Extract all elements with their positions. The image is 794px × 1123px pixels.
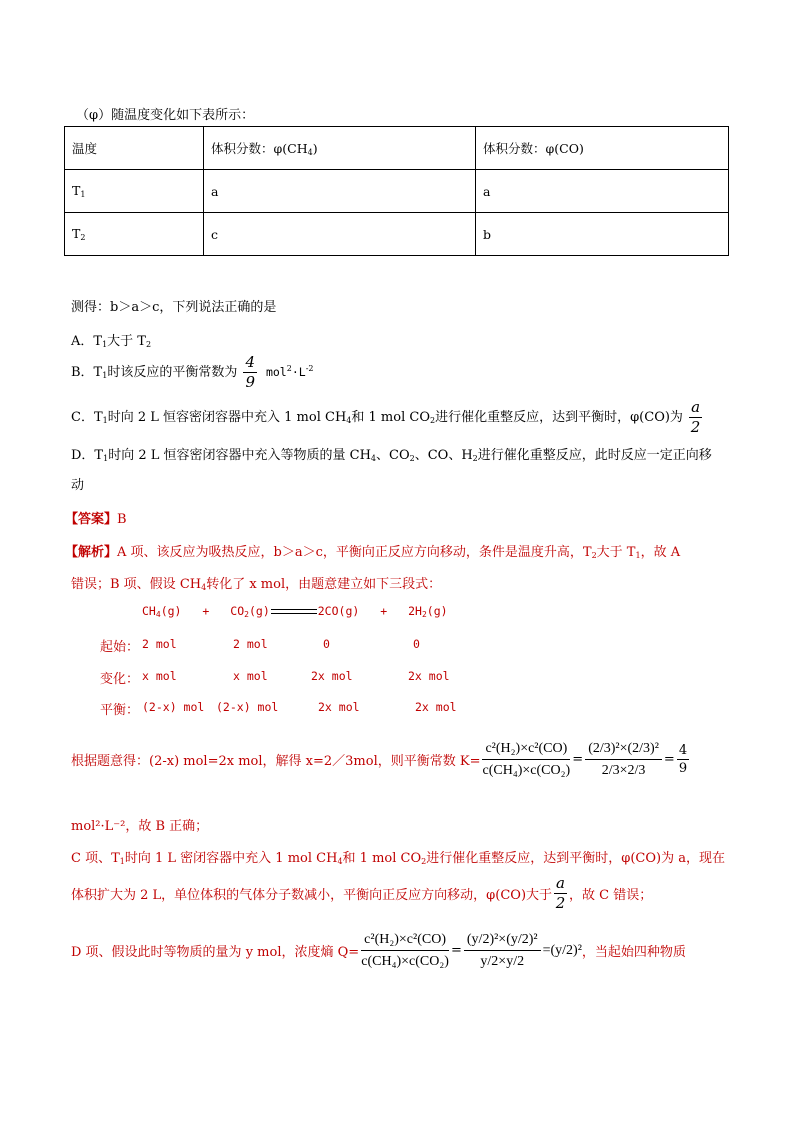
option-d-p4: 、CO、H	[414, 448, 473, 463]
stage-c3: 2x mol	[318, 700, 360, 714]
d-num: c²(H₂)×c²(CO)	[361, 932, 449, 951]
option-c-p4: 进行催化重整反应，达到平衡时，φ(CO)为	[435, 410, 683, 425]
d-result: =(y/2)²	[542, 942, 582, 958]
analysis-line-1	[65, 541, 680, 560]
table-header-row	[65, 127, 729, 170]
option-b-unit: mol	[259, 365, 287, 379]
option-a	[71, 330, 151, 349]
eq-r2: CO	[230, 604, 245, 618]
stage-label: 变化：	[100, 672, 140, 687]
cell-co: a	[476, 170, 729, 213]
k-num2: (2/3)²×(2/3)²	[585, 741, 662, 760]
option-c-fraction	[689, 400, 702, 435]
option-c-p2: 时向 2 L 恒容密闭容器中充入 1 mol CH	[107, 410, 347, 425]
stage-label: 起始：	[100, 640, 140, 655]
d-tail: ，当起始四种物质	[581, 945, 686, 961]
analysis-l1a: A 项、该反应为吸热反应，b＞a＞c，平衡向正反应方向移动，条件是温度升高，T	[117, 545, 592, 560]
option-b-unit2: ·L	[291, 365, 306, 379]
d-num2: (y/2)²×(y/2)²	[464, 932, 541, 951]
eq-r2s: 2	[244, 610, 249, 619]
k-calculation	[71, 741, 691, 779]
c-l1a: C 项、T	[71, 851, 120, 866]
c-fraction	[554, 876, 567, 911]
c-l1b: 时向 1 L 密闭容器中充入 1 mol CH	[124, 851, 338, 866]
stage-c1: (2-x) mol	[142, 700, 205, 714]
analysis-l1s1: 2	[591, 551, 597, 560]
analysis-line-2	[71, 573, 441, 592]
option-c-s3: 2	[429, 416, 436, 425]
cell-temp-sub: 1	[80, 190, 86, 199]
stage-c2: (2-x) mol	[216, 700, 279, 714]
d-den: c(CH₄)×c(CO₂)	[361, 954, 449, 970]
option-c-p3: 和 1 mol CO	[351, 410, 430, 425]
c-l2b: ，故 C 错误；	[568, 888, 653, 903]
header-ch4-sub: 4	[307, 148, 313, 157]
option-b-sup1: 2	[286, 364, 292, 373]
cell-ch4: c	[204, 213, 476, 256]
analysis-l1b: 大于 T	[596, 545, 636, 560]
option-d-p5: 进行催化重整反应，此时反应一定正向移	[477, 448, 712, 463]
c-l1s: 1	[119, 857, 125, 866]
option-c-s2: 4	[346, 416, 352, 425]
stage-c1: x mol	[142, 669, 177, 683]
analysis-l2a: 错误；B 项、假设 CH	[71, 577, 202, 592]
data-table	[64, 126, 729, 256]
option-d-s4: 2	[472, 454, 478, 463]
option-d-s2: 4	[370, 454, 377, 463]
cell-temp	[65, 213, 204, 256]
eq-plus-1: +	[202, 604, 210, 618]
k-den: c(CH₄)×c(CO₂)	[482, 763, 571, 779]
d-formula	[361, 932, 449, 970]
question-text: 测得：b＞a＞c，下列说法正确的是	[71, 300, 277, 315]
stage-c1: 2 mol	[142, 637, 177, 651]
option-b-sup2: -2	[305, 364, 314, 373]
k-eq-1: =	[572, 752, 584, 768]
option-c-p1: C．T	[71, 410, 103, 425]
cell-co: b	[476, 213, 729, 256]
k-res-den: 9	[678, 761, 688, 777]
stage-label: 平衡：	[100, 703, 140, 718]
header-ch4-close: )	[312, 141, 318, 156]
analysis-c-line-2	[71, 876, 652, 911]
stage-c4: 0	[413, 637, 420, 651]
cell-temp-text: T	[72, 183, 81, 198]
eq-p2p: (g)	[426, 604, 448, 618]
cell-temp	[65, 170, 204, 213]
table-row	[65, 170, 729, 213]
stage-c3: 0	[323, 637, 330, 651]
option-a-p1: A．T	[71, 334, 103, 349]
option-d-line2: 动	[71, 478, 85, 493]
intro-text: （φ）随温度变化如下表所示：	[76, 108, 255, 123]
header-temp: 温度	[65, 127, 204, 170]
eq-p2s: 2	[421, 610, 427, 619]
table-row	[65, 213, 729, 256]
d-line: D 项、假设此时等物质的量为 y mol，浓度熵 Q=	[71, 945, 360, 961]
option-b-fraction	[243, 355, 257, 390]
answer-label: 【答案】	[65, 512, 118, 527]
stage-c2: 2 mol	[233, 637, 268, 651]
c-den: 2	[555, 894, 566, 912]
stage-c4: 2x mol	[415, 700, 457, 714]
analysis-d-line	[71, 932, 686, 970]
option-d-p3: 、CO	[376, 448, 410, 463]
answer-value: B	[117, 512, 127, 527]
eq-p1: 2CO(g)	[317, 604, 360, 618]
cell-ch4: a	[204, 170, 476, 213]
stage-c3: 2x mol	[311, 669, 353, 683]
stage-row-equilibrium	[100, 699, 500, 729]
k-formula	[482, 741, 570, 779]
c-l1s2: 4	[337, 857, 343, 866]
k-eq-2: =	[663, 752, 675, 768]
option-b-s1: 1	[102, 371, 108, 380]
option-c-s1: 1	[102, 416, 108, 425]
option-b	[71, 355, 313, 390]
header-ch4	[204, 127, 476, 170]
option-a-p2: 大于 T	[107, 334, 146, 349]
c-num: a	[556, 874, 565, 892]
k-values	[585, 741, 662, 779]
stage-c2: x mol	[233, 669, 268, 683]
stage-c4: 2x mol	[408, 669, 450, 683]
c-l1c: 和 1 mol CO	[342, 851, 422, 866]
option-b-num: 4	[245, 353, 256, 371]
option-d-p1: D．T	[71, 448, 104, 463]
option-a-s2: 2	[145, 340, 152, 349]
option-a-s1: 1	[102, 340, 108, 349]
header-co: 体积分数：φ(CO)	[476, 127, 729, 170]
eq-r1: CH	[142, 604, 156, 618]
eq-plus-2: +	[380, 604, 388, 618]
k-tail: mol²·L⁻²，故 B 正确；	[71, 819, 209, 834]
analysis-l2s: 4	[201, 583, 207, 592]
option-b-den: 9	[245, 373, 256, 391]
cell-temp-text: T	[72, 226, 81, 241]
eq-r1p: (g)	[160, 604, 182, 618]
k-num: c²(H₂)×c²(CO)	[482, 741, 570, 760]
option-d-s3: 2	[409, 454, 415, 463]
k-line: 根据题意得：(2-x) mol=2x mol，解得 x=2／3mol，则平衡常数 K=	[71, 754, 481, 770]
analysis-l1c: ，故 A	[640, 545, 681, 560]
option-c	[71, 400, 704, 435]
d-values	[464, 932, 541, 970]
cell-temp-sub: 2	[80, 233, 86, 242]
k-result	[677, 744, 689, 775]
k-res-num: 4	[678, 743, 688, 759]
option-c-den: 2	[690, 418, 701, 436]
stage-row-start	[100, 636, 500, 666]
option-b-p2: 时该反应的平衡常数为	[107, 365, 238, 380]
analysis-l1s2: 1	[635, 551, 641, 560]
option-d-s1: 1	[103, 454, 109, 463]
header-ch4-text: 体积分数：φ(CH	[211, 141, 308, 156]
k-den2: 2/3×2/3	[601, 763, 646, 779]
option-d	[71, 444, 712, 463]
analysis-c-line-1	[71, 847, 725, 866]
option-b-p1: B．T	[71, 365, 103, 380]
answer	[65, 508, 127, 527]
eq-p2: 2H	[408, 604, 422, 618]
c-l2a: 体积扩大为 2 L，单位体积的气体分子数减小，平衡向正反应方向移动，φ(CO)大于	[71, 888, 553, 903]
eq-r1s: 4	[155, 610, 161, 619]
analysis-label: 【解析】	[65, 545, 118, 560]
eq-r2p: (g)	[248, 604, 270, 618]
reaction-equation	[142, 604, 448, 619]
c-l1d: 进行催化重整反应，达到平衡时，φ(CO)为 a，现在	[426, 851, 725, 866]
d-eq: =	[450, 943, 462, 959]
option-d-p2: 时向 2 L 恒容密闭容器中充入等物质的量 CH	[108, 448, 371, 463]
c-l1s3: 2	[421, 857, 427, 866]
stage-row-change	[100, 668, 500, 698]
analysis-l2b: 转化了 x mol，由题意建立如下三段式：	[206, 577, 442, 592]
option-c-num: a	[691, 398, 701, 416]
equilibrium-sign	[271, 609, 317, 614]
d-den2: y/2×y/2	[480, 954, 525, 970]
